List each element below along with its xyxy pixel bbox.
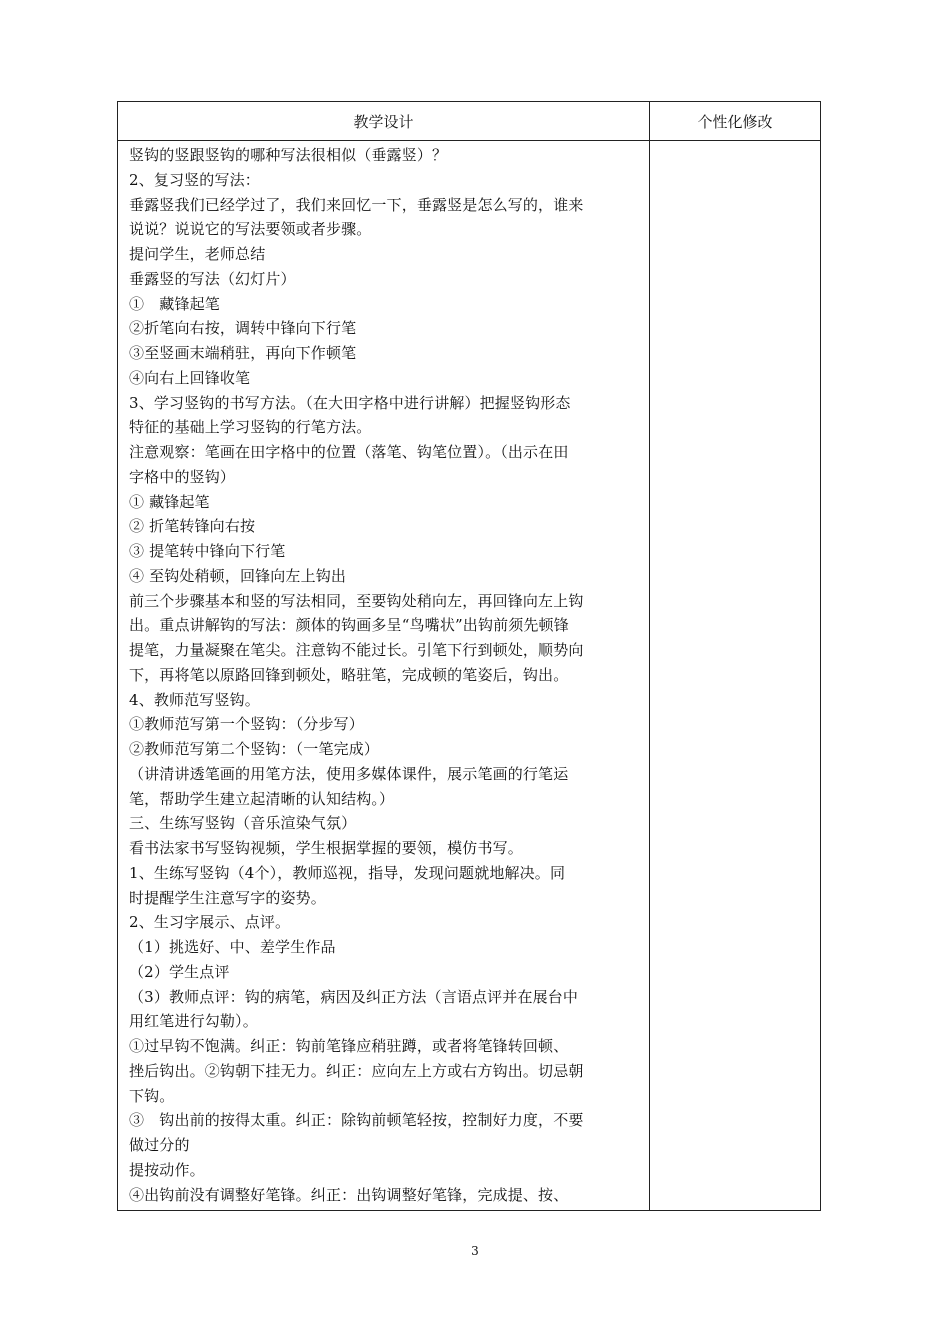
header-teaching-design: 教学设计 — [353, 113, 414, 131]
content-line: 字格中的竖钩） — [129, 467, 236, 486]
content-line: ①过早钩不饱满。纠正：钩前笔锋应稍驻蹲，或者将笔锋转回顿、 — [129, 1037, 569, 1055]
content-line: 时提醒学生注意写字的姿势。 — [129, 888, 326, 907]
table-header-row — [118, 102, 820, 141]
content-line: 提问学生，老师总结 — [129, 245, 266, 263]
content-line: （讲清讲透笔画的用笔方法，使用多媒体课件，展示笔画的行笔运 — [129, 764, 569, 783]
content-line: ②教师范写第二个竖钩：（一笔完成） — [129, 740, 380, 758]
content-line: ③至竖画末端稍驻，再向下作顿笔 — [129, 344, 357, 362]
content-line: 2、生习字展示、点评。 — [129, 913, 291, 932]
content-line: ③ 提笔转中锋向下行笔 — [129, 542, 286, 560]
content-line: 说说？说说它的写法要领或者步骤。 — [129, 220, 372, 239]
content-line: ①教师范写第一个竖钩：（分步写） — [129, 715, 364, 734]
content-line: 前三个步骤基本和竖的写法相同，至要钩处稍向左，再回锋向左上钩 — [129, 591, 584, 610]
content-line: 提按动作。 — [129, 1160, 205, 1179]
content-line: ②折笔向右按，调转中锋向下行笔 — [129, 319, 357, 338]
teaching-design-content — [129, 143, 647, 1207]
column-divider — [649, 102, 650, 1210]
content-line: 2、复习竖的写法： — [129, 170, 260, 189]
content-line: 挫后钩出。②钩朝下挂无力。纠正：应向左上方或右方钩出。切忌朝 — [129, 1061, 584, 1080]
content-line: 做过分的 — [129, 1136, 190, 1154]
content-line: 注意观察：笔画在田字格中的位置（落笔、钩笔位置）。（出示在田 — [129, 443, 569, 461]
content-line: 提笔，力量凝聚在笔尖。注意钩不能过长。引笔下行到顿处，顺势向 — [129, 641, 584, 659]
content-line: 垂露竖的写法（幻灯片） — [129, 269, 296, 288]
content-line: 1、生练写竖钩（4个），教师巡视，指导，发现问题就地解决。同 — [129, 863, 566, 882]
content-line: （3）教师点评：钩的病笔，病因及纠正方法（言语点评并在展台中 — [129, 987, 579, 1006]
content-line: ① 藏锋起笔 — [129, 294, 220, 313]
content-line: ③ 钩出前的按得太重。纠正：除钩前顿笔轻按，控制好力度，不要 — [129, 1111, 584, 1130]
content-line: 用红笔进行勾勒）。 — [129, 1012, 258, 1031]
content-line: 3、学习竖钩的书写方法。（在大田字格中进行讲解）把握竖钩形态 — [129, 393, 571, 412]
content-line: ① 藏锋起笔 — [129, 492, 210, 511]
content-line: （1）挑选好、中、差学生作品 — [129, 938, 336, 956]
content-line: ② 折笔转锋向右按 — [129, 517, 256, 536]
content-line: 三、生练写竖钩（音乐渲染气氛） — [129, 814, 357, 833]
page-number: 3 — [471, 1244, 479, 1258]
content-line: ④ 至钩处稍顿，回锋向左上钩出 — [129, 566, 347, 585]
content-line: 看书法家书写竖钩视频，学生根据掌握的要领，模仿书写。 — [129, 839, 523, 857]
content-line: ④向右上回锋收笔 — [129, 368, 251, 387]
content-line: （2）学生点评 — [129, 962, 230, 981]
header-personalized-revision: 个性化修改 — [697, 113, 773, 131]
content-line: 出。重点讲解钩的写法：颜体的钩画多呈“鸟嘴状”出钩前须先顿锋 — [129, 616, 569, 635]
content-line: ④出钩前没有调整好笔锋。纠正：出钩调整好笔锋，完成提、按、 — [129, 1185, 569, 1204]
content-line: 下，再将笔以原路回锋到顿处，略驻笔，完成顿的笔姿后，钩出。 — [129, 665, 569, 684]
content-line: 垂露竖我们已经学过了，我们来回忆一下，垂露竖是怎么写的，谁来 — [129, 195, 584, 214]
lesson-plan-table — [117, 101, 821, 1211]
content-line: 4、教师范写竖钩。 — [129, 690, 260, 709]
content-line: 竖钩的竖跟竖钩的哪种写法很相似（垂露竖）？ — [129, 146, 448, 164]
content-line: 笔，帮助学生建立起清晰的认知结构。） — [129, 789, 395, 808]
content-line: 下钩。 — [129, 1086, 175, 1105]
content-line: 特征的基础上学习竖钩的行笔方法。 — [129, 418, 372, 437]
